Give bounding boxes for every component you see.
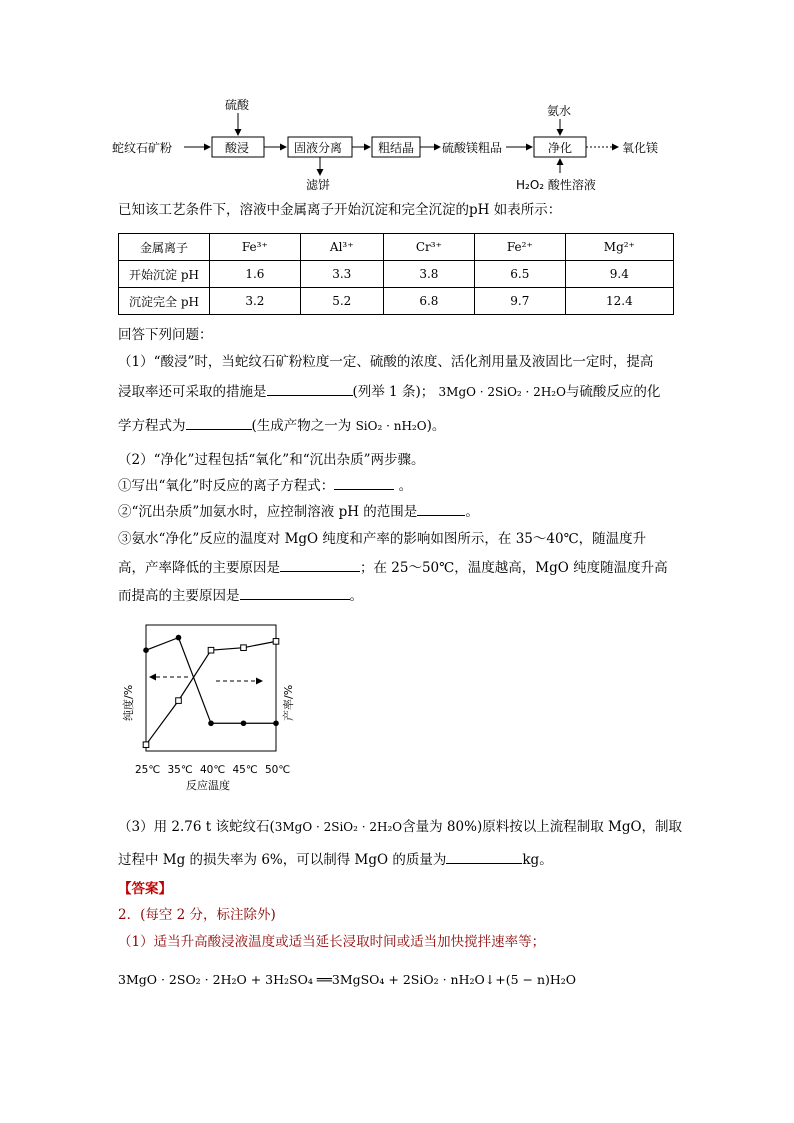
table-cell: 5.2 (300, 288, 383, 315)
table-cell: 金属离子 (119, 234, 210, 261)
q3-line-a (118, 815, 682, 835)
q1b-post: 与硫酸反应的化 (565, 384, 661, 400)
data-point (273, 720, 279, 726)
q1b-mid: (列举 1 条)； (352, 384, 435, 400)
flow-start: 蛇纹石矿粉 (112, 141, 173, 155)
q2-3c-post: 。 (349, 588, 363, 604)
table-cell: 12.4 (565, 288, 673, 315)
x-tick-label: 40℃ (200, 764, 226, 776)
table-cell: Mg²⁺ (565, 234, 673, 261)
q2-2-pre: ②“沉出杂质”加氨水时，应控制溶液 pH 的范围是 (118, 504, 418, 520)
answer-tag: 【答案】 (118, 881, 172, 897)
table-cell: 沉淀完全 pH (119, 288, 210, 315)
answer-line-1: 2．(每空 2 分，标注除外) (118, 907, 276, 923)
q1b-pre: 浸取率还可采取的措施是 (118, 384, 267, 400)
q1c-mid: (生成产物之一为 (251, 418, 352, 434)
q3a-pre: （3）用 2.76 t 该蛇纹石( (118, 819, 275, 835)
answer-blank[interactable] (186, 428, 252, 430)
series-line-1 (146, 641, 276, 744)
answer-equation: 3MgO · 2SO₂ · 2H₂O + 3H₂SO₄ ══3MgSO₄ + 2SiO₂ · nH₂O↓+(5 − n)H₂O (118, 972, 577, 987)
table-cell: Fe³⁺ (210, 234, 301, 261)
q2-2-line (118, 500, 479, 520)
flow-residue-output: 滤饼 (306, 178, 331, 192)
table-cell: 1.6 (210, 261, 301, 288)
data-point (143, 742, 149, 748)
flow-box4-label: 净化 (548, 141, 573, 155)
data-point (176, 635, 182, 641)
q2-1-line (118, 474, 412, 494)
q2-line: （2）“净化”过程包括“氧化”和“沉出杂质”两步骤。 (118, 452, 425, 468)
intro-text: 已知该工艺条件下，溶液中金属离子开始沉淀和完全沉淀的pH 如表所示： (118, 202, 562, 218)
process-flow-diagram (110, 95, 690, 195)
q1c-post: )。 (426, 418, 446, 434)
answer-line-2: （1）适当升高酸浸液温度或适当延长浸取时间或适当加快搅拌速率等； (118, 934, 546, 950)
data-point (143, 647, 149, 653)
x-tick-label: 50℃ (265, 764, 291, 776)
table-row (119, 288, 674, 315)
table-cell: Al³⁺ (300, 234, 383, 261)
temperature-chart (110, 615, 300, 795)
data-point (208, 647, 214, 653)
q1-line-b (118, 380, 660, 400)
table-cell: 3.8 (383, 261, 474, 288)
flow-box2-label: 固液分离 (294, 141, 343, 155)
flow-acid-input: 硫酸 (225, 98, 250, 112)
table-cell: Fe²⁺ (474, 234, 565, 261)
q2-3-line-a: ③氨水“净化”反应的温度对 MgO 纯度和产率的影响如图所示，在 35～40℃，随温度升 (118, 531, 647, 547)
x-tick-label: 35℃ (167, 764, 193, 776)
flow-box3-label: 粗结晶 (378, 141, 415, 155)
q3a-post: 含量为 80%)原料按以上流程制取 MgO，制取 (402, 819, 683, 835)
data-point (176, 698, 182, 704)
flow-box1-label: 酸浸 (225, 141, 250, 155)
table-cell: 6.5 (474, 261, 565, 288)
q2-3-line-b (118, 556, 668, 576)
q3b-pre: 过程中 Mg 的损失率为 6%，可以制得 MgO 的质量为 (118, 852, 447, 868)
q1-line-c (118, 414, 445, 434)
data-point (208, 720, 214, 726)
x-label: 反应温度 (186, 779, 230, 792)
table-cell: 3.2 (210, 288, 301, 315)
answer-blank[interactable] (334, 488, 394, 490)
table-cell: 9.7 (474, 288, 565, 315)
table-row (119, 261, 674, 288)
answer-blank[interactable] (417, 514, 465, 516)
table-cell: 开始沉淀 pH (119, 261, 210, 288)
table-header-row (119, 234, 674, 261)
q3b-post: kg。 (522, 852, 553, 868)
table-cell: 9.4 (565, 261, 673, 288)
q1c-formula: SiO₂ · nH₂O (355, 419, 427, 433)
flow-h2o2-input: H₂O₂ 酸性溶液 (516, 178, 596, 192)
ph-table (118, 233, 674, 315)
q1-line-a: （1）“酸浸”时，当蛇纹石矿粉粒度一定、硫酸的浓度、活化剂用量及液固比一定时，提高 (118, 354, 654, 370)
q1b-formula: 3MgO · 2SiO₂ · 2H₂O (438, 385, 566, 399)
q2-3-line-c (118, 584, 363, 604)
q2-1-pre: ①写出“氧化”时反应的离子方程式： (118, 478, 335, 494)
flow-mid-product: 硫酸镁粗品 (442, 141, 503, 155)
chart-frame (146, 625, 276, 751)
data-point (273, 639, 279, 645)
answer-blank[interactable] (446, 862, 522, 864)
q2-3b-pre: 高，产率降低的主要原因是 (118, 560, 280, 576)
q2-3b-post: ；在 25～50℃，温度越高，MgO 纯度随温度升高 (360, 560, 668, 576)
q3a-formula: 3MgO · 2SiO₂ · 2H₂O (274, 820, 403, 834)
answer-blank[interactable] (240, 598, 350, 600)
data-point (241, 720, 247, 726)
table-cell: 6.8 (383, 288, 474, 315)
data-point (241, 645, 247, 651)
answer-blank[interactable] (267, 394, 353, 396)
x-tick-label: 25℃ (135, 764, 161, 776)
x-tick-label: 45℃ (232, 764, 258, 776)
answer-blank[interactable] (280, 570, 360, 572)
flow-ammonia-input: 氨水 (547, 104, 572, 118)
q2-1-post: 。 (398, 478, 413, 494)
y-label-right: 产率/% (282, 684, 295, 721)
table-cell: 3.3 (300, 261, 383, 288)
q3-line-b (118, 848, 553, 868)
flow-end-product: 氧化镁 (622, 141, 659, 155)
y-label-left: 纯度/% (122, 684, 135, 721)
table-cell: Cr³⁺ (383, 234, 474, 261)
q2-2-post: 。 (465, 504, 479, 520)
q1c-pre: 学方程式为 (118, 418, 186, 434)
q2-3c-pre: 而提高的主要原因是 (118, 588, 240, 604)
questions-intro: 回答下列问题： (118, 327, 213, 343)
